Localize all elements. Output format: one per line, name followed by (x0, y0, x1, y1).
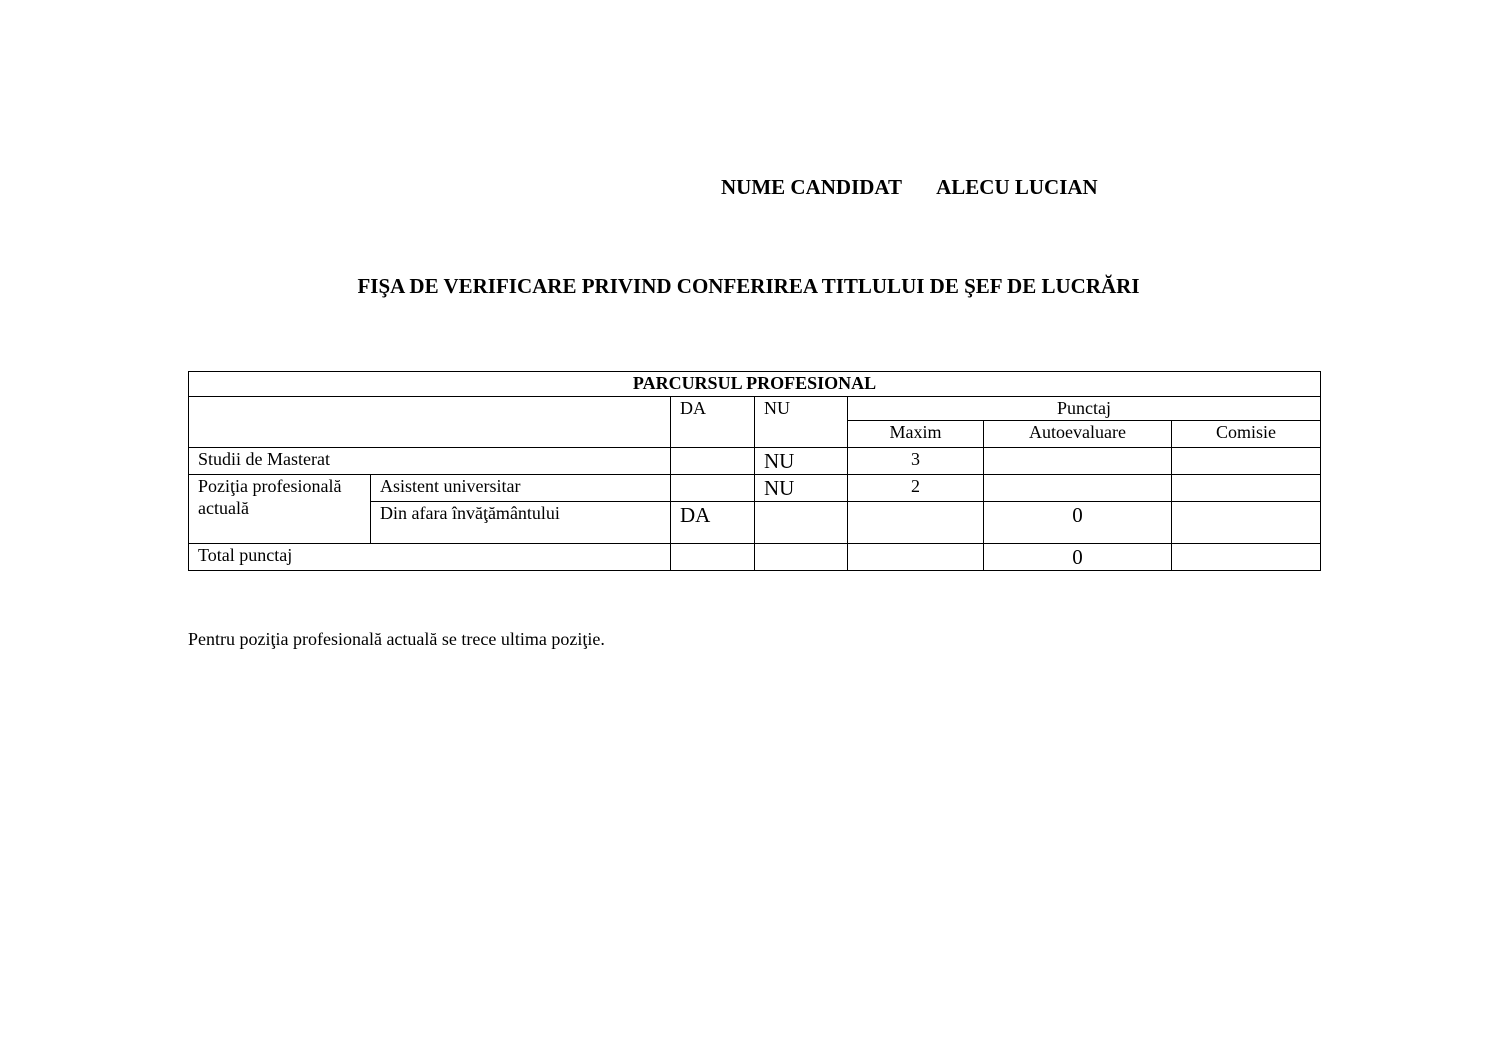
table-row-total (189, 544, 1321, 571)
cell-masterat-nu: NU (755, 448, 848, 475)
cell-total-da (671, 544, 755, 571)
row-label-total: Total punctaj (189, 544, 671, 571)
header-blank-cell (189, 397, 671, 448)
candidate-name: ALECU LUCIAN (936, 175, 1098, 199)
cell-din-afara-nu (755, 502, 848, 544)
cell-asistent-comisie (1172, 475, 1321, 502)
row-label-asistent: Asistent universitar (371, 475, 671, 502)
candidate-label: NUME CANDIDAT (721, 175, 903, 199)
column-header-autoevaluare: Autoevaluare (984, 421, 1172, 448)
candidate-line (721, 175, 1098, 200)
cell-asistent-maxim: 2 (848, 475, 984, 502)
row-label-masterat: Studii de Masterat (189, 448, 671, 475)
cell-masterat-autoevaluare (984, 448, 1172, 475)
cell-din-afara-comisie (1172, 502, 1321, 544)
cell-total-nu (755, 544, 848, 571)
professional-path-table (188, 371, 1321, 571)
footnote: Pentru poziţia profesională actuală se trece ultima poziţie. (188, 629, 605, 649)
cell-asistent-da (671, 475, 755, 502)
column-header-da: DA (671, 397, 755, 448)
document-title: FIŞA DE VERIFICARE PRIVIND CONFERIREA TITLULUI DE ŞEF DE LUCRĂRI (357, 274, 1140, 298)
column-header-nu: NU (755, 397, 848, 448)
column-header-comisie: Comisie (1172, 421, 1321, 448)
cell-masterat-maxim: 3 (848, 448, 984, 475)
cell-din-afara-maxim (848, 502, 984, 544)
section-header: PARCURSUL PROFESIONAL (189, 372, 1321, 397)
cell-total-comisie (1172, 544, 1321, 571)
cell-asistent-autoevaluare (984, 475, 1172, 502)
row-group-label-pozitie: Poziţia profesională actuală (189, 475, 371, 544)
cell-total-autoevaluare: 0 (984, 544, 1172, 571)
cell-masterat-da (671, 448, 755, 475)
table-row-asistent (189, 475, 1321, 502)
cell-din-afara-autoevaluare: 0 (984, 502, 1172, 544)
column-header-punctaj: Punctaj (848, 397, 1321, 421)
cell-asistent-nu: NU (755, 475, 848, 502)
cell-din-afara-da: DA (671, 502, 755, 544)
cell-masterat-comisie (1172, 448, 1321, 475)
cell-total-maxim (848, 544, 984, 571)
row-label-din-afara: Din afara învăţământului (371, 502, 671, 544)
column-header-maxim: Maxim (848, 421, 984, 448)
table-row-masterat (189, 448, 1321, 475)
